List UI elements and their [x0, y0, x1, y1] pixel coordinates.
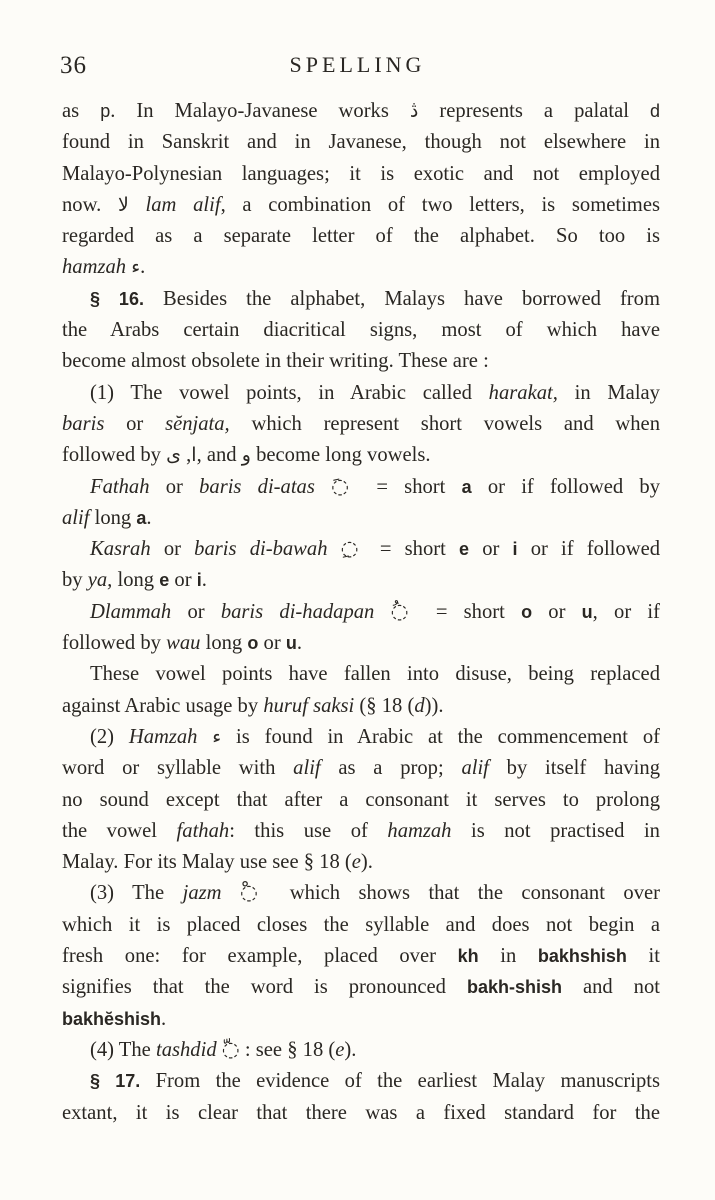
- page-body: [62, 96, 660, 1129]
- section-number: § 17.: [90, 1071, 141, 1092]
- kasrah-entry: [62, 534, 660, 597]
- text-line: the vowel fathah: this use of hamzah is not practised in: [62, 819, 660, 842]
- text-line: § 16. Besides the alphabet, Malays have borrowed from: [90, 287, 660, 310]
- text-line: Malay. For its Malay use see § 18 (e).: [62, 851, 373, 874]
- text-line: (3) The jazm ◌ْ which shows that the consonant over: [90, 882, 660, 905]
- text-line: against Arabic usage by huruf saksi (§ 18 (d)).: [62, 694, 444, 717]
- disuse-paragraph: [62, 659, 660, 722]
- section-16: [62, 284, 660, 378]
- text-line: fresh one: for example, placed over kh in bakhshish it: [62, 945, 660, 968]
- text-line: no sound except that after a consonant it serves to prolong: [62, 788, 660, 811]
- text-line: the Arabs certain diacritical signs, most of which have: [62, 319, 660, 342]
- dlammah-entry: [62, 597, 660, 660]
- text-line: extant, it is clear that there was a fixed standard for the: [62, 1101, 660, 1124]
- text-line: by ya, long e or i.: [62, 569, 207, 592]
- text-line: alif long a.: [62, 506, 152, 529]
- text-line: These vowel points have fallen into disuse, being replaced: [90, 663, 660, 686]
- paragraph-continued: [62, 96, 660, 284]
- text-line: (2) Hamzah ء is found in Arabic at the commencement of: [90, 725, 660, 748]
- text-line: as p. In Malayo-Javanese works ڎ represents a palatal d: [62, 100, 660, 122]
- text-line: now. لا lam alif, a combination of two letters, is sometimes: [62, 193, 660, 216]
- section-number: § 16.: [90, 288, 144, 309]
- text-line: signifies that the word is pronounced bakh-shish and not: [62, 976, 660, 999]
- section-17: [62, 1066, 660, 1129]
- item-2-hamzah: [62, 722, 660, 878]
- page-number: 36: [60, 52, 87, 79]
- fathah-entry: [62, 472, 660, 535]
- text-line: become almost obsolete in their writing. These are :: [62, 350, 489, 373]
- running-title: SPELLING: [289, 52, 426, 77]
- item-4-tashdid: [62, 1035, 660, 1066]
- text-line: which it is placed closes the syllable and does not begin a: [62, 913, 660, 936]
- text-line: Malayo-Polynesian languages; it is exotic and not employed: [62, 162, 660, 185]
- text-line: Kasrah or baris di-bawah ◌ِ = short e or i or if followed: [90, 538, 661, 561]
- item-1-vowel-points: [62, 378, 660, 472]
- text-line: § 17. From the evidence of the earliest Malay manuscripts: [90, 1070, 660, 1093]
- text-line: hamzah ء.: [62, 256, 146, 279]
- text-line: regarded as a separate letter of the alphabet. So too is: [62, 225, 660, 248]
- text-line: followed by wau long o or u.: [62, 632, 302, 655]
- text-line: followed by ا, ى , and و become long vowels.: [62, 444, 431, 467]
- text-line: found in Sanskrit and in Javanese, though not elsewhere in: [62, 131, 660, 154]
- text-line: Dlammah or baris di-hadapan ◌ُ = short o or u, or if: [90, 600, 660, 623]
- text-line: baris or sĕnjata, which represent short vowels and when: [62, 412, 660, 435]
- running-header: [0, 52, 715, 86]
- text-line: (1) The vowel points, in Arabic called harakat, in Malay: [90, 381, 660, 404]
- text-line: word or syllable with alif as a prop; alif by itself having: [62, 757, 660, 780]
- text-line: bakhĕshish.: [62, 1007, 167, 1030]
- item-3-jazm: [62, 878, 660, 1034]
- text-line: (4) The tashdid ◌ّ : see § 18 (e).: [90, 1038, 357, 1061]
- text-line: Fathah or baris di-atas ◌َ = short a or if followed by: [90, 475, 661, 498]
